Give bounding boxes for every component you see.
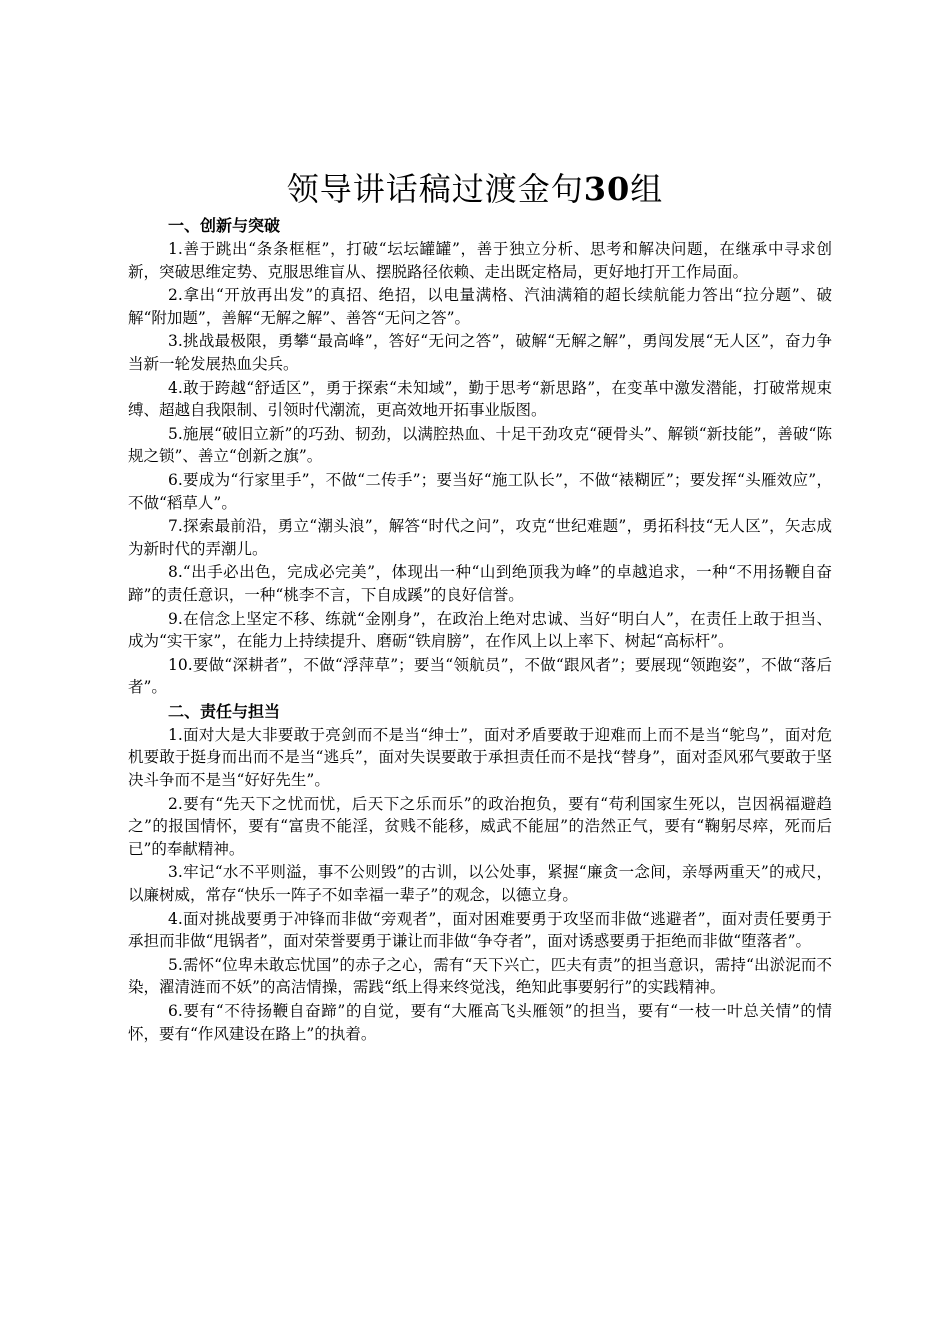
paragraph: 5.需怀“位卑未敢忘忧国”的赤子之心，需有“天下兴亡，匹夫有责”的担当意识，需持“出淤泥而不染，濯清涟而不妖”的高洁情操，需践“纸上得来终觉浅，绝知此事要躬行”的实践精神。 [128, 955, 832, 997]
paragraph: 3.牢记“水不平则溢，事不公则毁”的古训，以公处事，紧握“廉贪一念间，亲辱两重天”的戒尺，以廉树威，常存“快乐一阵子不如幸福一辈子”的观念，以德立身。 [128, 863, 832, 905]
section-heading-innovation: 一、创新与突破 [168, 216, 281, 235]
paragraph: 2.要有“先天下之忧而忧，后天下之乐而乐”的政治抱负，要有“苟利国家生死以，岂因祸福避趋之”的报国情怀，要有“富贵不能淫，贫贱不能移，威武不能屈”的浩然正气，要有“鞠躬尽瘁，死而后已”的奉献精神。 [128, 794, 832, 858]
paragraph: 10.要做“深耕者”，不做“浮萍草”；要当“领航员”，不做“跟风者”；要展现“领跑姿”，不做“落后者”。 [128, 655, 832, 697]
title-suffix: 组 [630, 170, 664, 208]
section-heading-responsibility: 二、责任与担当 [168, 701, 281, 721]
paragraph: 5.施展“破旧立新”的巧劲、韧劲，以满腔热血、十足干劲攻克“硬骨头”、解锁“新技能”，善破“陈规之锁”、善立“创新之旗”。 [128, 424, 832, 466]
paragraph: 6.要成为“行家里手”，不做“二传手”；要当好“施工队长”，不做“裱糊匠”；要发挥“头雁效应”，不做“稻草人”。 [128, 470, 832, 512]
paragraph: 9.在信念上坚定不移、练就“金刚身”，在政治上绝对忠诚、当好“明白人”，在责任上敢于担当、成为“实干家”，在能力上持续提升、磨砺“铁肩膀”，在作风上以上率下、树起“高标杆”。 [128, 609, 832, 651]
paragraph: 2.拿出“开放再出发”的真招、绝招，以电量满格、汽油满箱的超长续航能力答出“拉分题”、破解“附加题”，善解“无解之解”、善答“无问之答”。 [128, 286, 832, 327]
title-number: 30 [583, 170, 631, 208]
paragraph: 7.探索最前沿，勇立“潮头浪”，解答“时代之问”，攻克“世纪难题”，勇拓科技“无人区”，矢志成为新时代的弄潮儿。 [128, 517, 832, 558]
paragraph: 1.善于跳出“条条框框”，打破“坛坛罐罐”，善于独立分析、思考和解决问题，在继承中寻求创新，突破思维定势、克服思维盲从、摆脱路径依赖、走出既定格局，更好地打开工作局面。 [128, 240, 832, 281]
paragraph: 1.面对大是大非要敢于亮剑而不是当“绅士”，面对矛盾要敢于迎难而上而不是当“鸵鸟”，面对危机要敢于挺身而出而不是当“逃兵”，面对失误要敢于承担责任而不是找“替身”，面对歪风邪气要敢于坚决斗争而不是当“好好先生”。 [128, 725, 832, 790]
document-body [128, 214, 832, 1046]
paragraph: 3.挑战最极限，勇攀“最高峰”，答好“无问之答”，破解“无解之解”，勇闯发展“无人区”，奋力争当新一轮发展热血尖兵。 [128, 332, 832, 373]
title-text: 领导讲话稿过渡金句 [286, 170, 584, 208]
paragraph: 4.敢于跨越“舒适区”，勇于探索“未知域”，勤于思考“新思路”，在变革中激发潜能，打破常规束缚、超越自我限制、引领时代潮流，更高效地开拓事业版图。 [128, 378, 832, 420]
document-title [0, 166, 950, 212]
paragraph: 8.“出手必出色，完成必完美”，体现出一种“山到绝顶我为峰”的卓越追求，一种“不用扬鞭自奋蹄”的责任意识，一种“桃李不言，下自成蹊”的良好信誉。 [128, 563, 832, 604]
paragraph: 4.面对挑战要勇于冲锋而非做“旁观者”，面对困难要勇于攻坚而非做“逃避者”，面对责任要勇于承担而非做“甩锅者”，面对荣誉要勇于谦让而非做“争夺者”，面对诱惑要勇于拒绝而非做“堕落者”。 [128, 909, 832, 951]
paragraph: 6.要有“不待扬鞭自奋蹄”的自觉，要有“大雁高飞头雁领”的担当，要有“一枝一叶总关情”的情怀，要有“作风建设在路上”的执着。 [128, 1002, 832, 1043]
